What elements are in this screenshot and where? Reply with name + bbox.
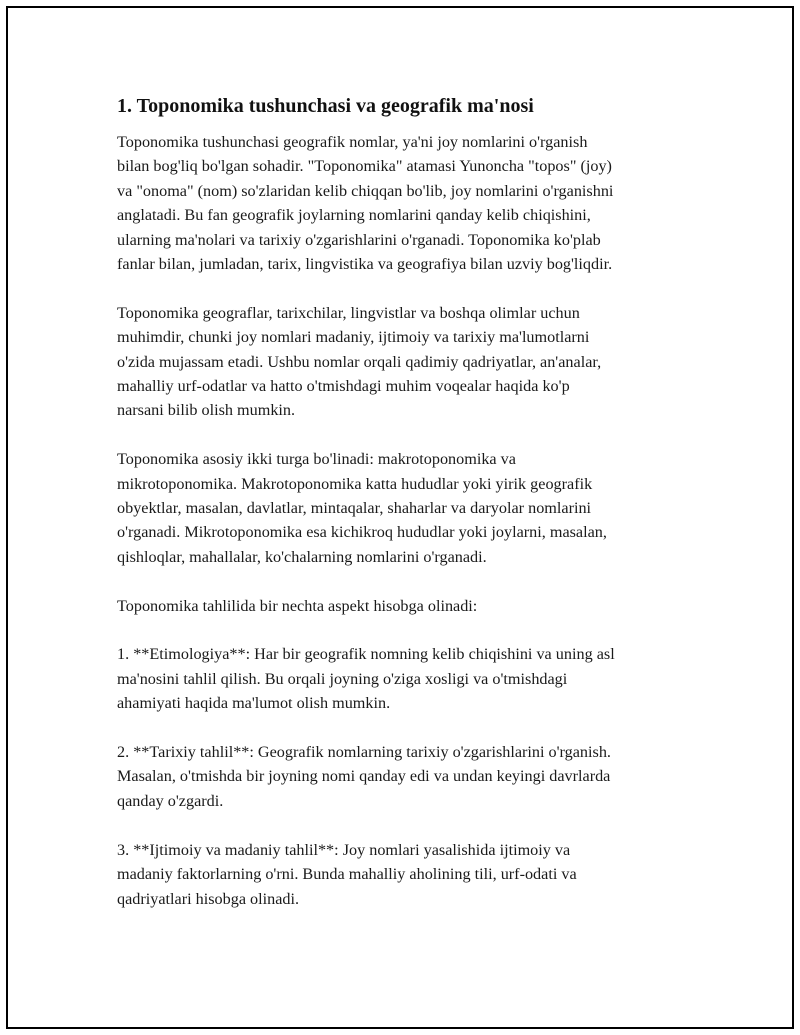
paragraph-importance: Toponomika geograflar, tarixchilar, lingvistlar va boshqa olimlar uchun muhimdir, chunki joy nomlari madaniy, ijtimoiy va tarixiy ma'lumotlarni o'zida mujassam etadi. Ushbu nomlar orqali qadimiy qadriyatlar, an'analar, mahalliy urf-odatlar va hatto o'tmishdagi muhim voqealar haqida ko'p narsani bilib olish mumkin. [117,303,602,420]
list-item-social-cultural-analysis: 3. **Ijtimoiy va madaniy tahlil**: Joy nomlari yasalishida ijtimoiy va madaniy faktorlarning o'rni. Bunda mahalliy aholining tili, urf-odati va qadriyatlari hisobga olinadi. [117,840,577,908]
paragraph-definition: Toponomika tushunchasi geografik nomlar, ya'ni joy nomlarini o'rganish bilan bog'liq bo'lgan sohadir. "Toponomika" atamasi Yunoncha "topos" (joy) va "onoma" (nom) so'zlaridan kelib chiqqan bo'lib, joy nomlarini o'rganishni anglatadi. Bu fan geografik joylarning nomlarini qanday kelib chiqishini, ularning ma'nolari va tarixiy o'zgarishlarini o'rganadi. Toponomika ko'plab fanlar bilan, jumladan, tarix, lingvistika va geografiya bilan uzviy bog'liqdir. [117,133,614,274]
list-item-historical-analysis: 2. **Tarixiy tahlil**: Geografik nomlarning tarixiy o'zgarishlarini o'rganish. Masalan, o'tmishda bir joyning nomi qanday edi va undan keyingi davrlarda qanday o'zgardi. [117,743,611,810]
section-heading: 1. Toponomika tushunchasi va geografik ma'nosi [117,95,534,117]
paragraph-aspects-intro: Toponomika tahlilida bir nechta aspekt hisobga olinadi: [117,596,478,615]
list-item-etymology: 1. **Etimologiya**: Har bir geografik nomning kelib chiqishini va uning asl ma'nosini tahlil qilish. Bu orqali joyning o'ziga xosligi va o'tmishdagi ahamiyati haqida ma'lumot olish mumkin. [117,645,615,713]
document-body [117,92,697,935]
paragraph-types: Toponomika asosiy ikki turga bo'linadi: makrotoponomika va mikrotoponomika. Makrotoponomika katta hududlar yoki yirik geografik obyektlar, masalan, davlatlar, mintaqalar, shaharlar va daryolar nomlarini o'rganadi. Mikrotoponomika esa kichikroq hududlar yoki joylarni, masalan, qishloqlar, mahallalar, ko'chalarning nomlarini o'rganadi. [117,450,607,566]
